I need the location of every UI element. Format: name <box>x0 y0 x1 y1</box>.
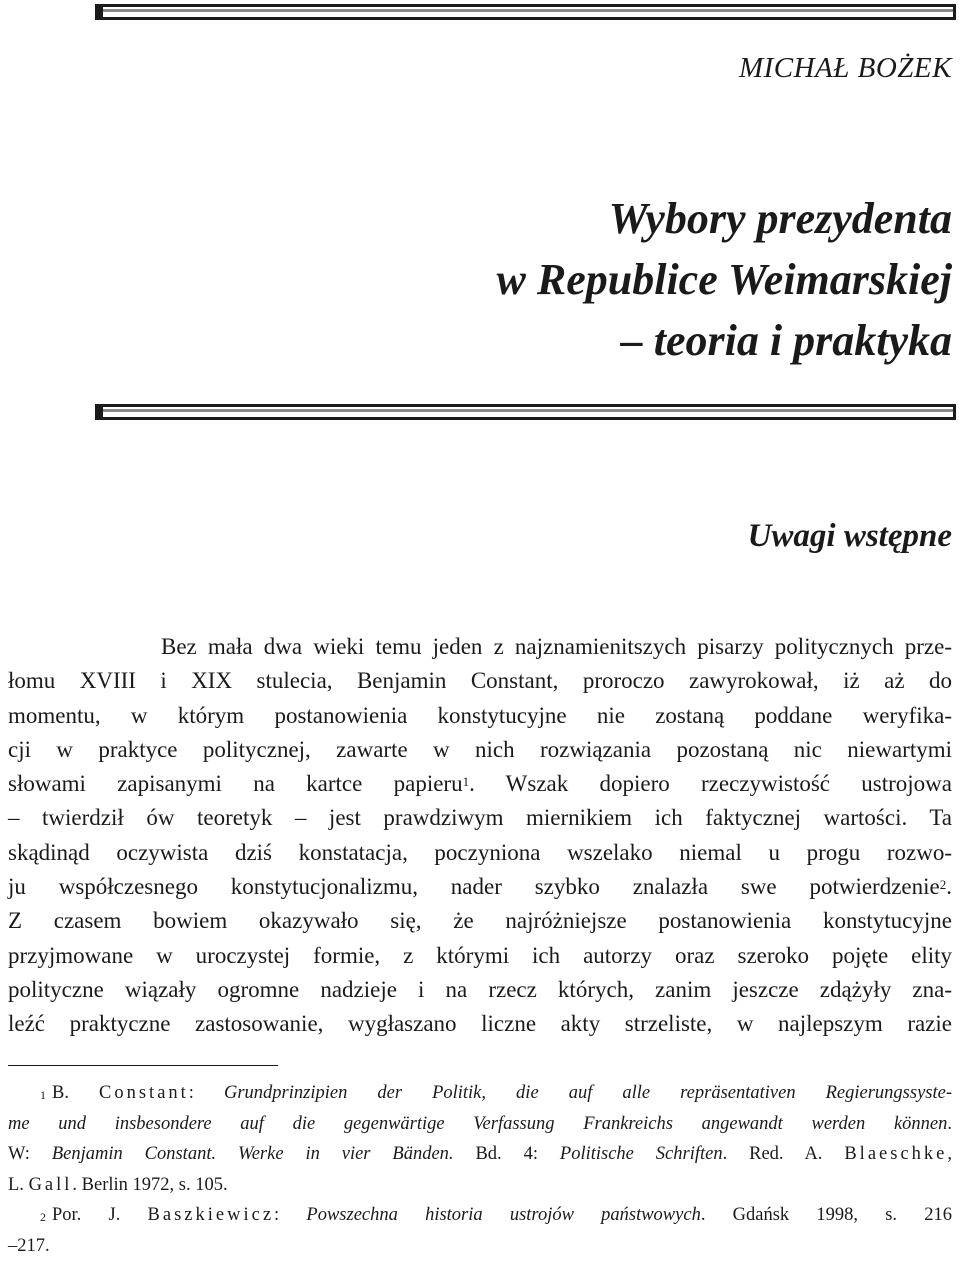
body-line <box>8 767 952 801</box>
article-title <box>72 188 952 371</box>
author-name: MICHAŁ BOŻEK <box>739 52 952 85</box>
footnote-text: W: <box>8 1144 52 1164</box>
footnote-text: Por. J. <box>52 1205 148 1225</box>
body-line: Z czasem bowiem okazywało się, że najróżniejsze postanowienia konstytucyjne <box>8 904 952 938</box>
footnote-mark: 1 <box>463 774 470 789</box>
body-line: momentu, w którym postanowienia konstytucyjne nie zostaną poddane weryfika- <box>8 699 952 733</box>
title-line: Wybory prezydenta <box>72 188 952 249</box>
footnote-text: . <box>947 1114 952 1134</box>
body-line-part: . <box>946 874 952 899</box>
body-line: leźć praktyczne zastosowanie, wygłaszano liczne akty strzeliste, w najlepszym razie <box>8 1007 952 1041</box>
body-line: Bez mała dwa wieki temu jeden z najznamienitszych pisarzy politycznych prze- <box>8 630 952 664</box>
cited-author: Gall <box>29 1175 73 1195</box>
body-line-part: słowami zapisanymi na kartce papieru <box>8 771 463 796</box>
footnote-number: 2 <box>40 1210 46 1224</box>
cited-title: Politische Schriften <box>560 1144 723 1164</box>
section-heading: Uwagi wstępne <box>748 518 952 555</box>
body-line: skądinąd oczywista dziś konstatacja, poczyniona wszelako niemal u progu rozwo- <box>8 836 952 870</box>
cited-title: Powszechna historia ustrojów państwowych <box>306 1205 700 1225</box>
body-line <box>8 870 952 904</box>
footnotes <box>8 1078 952 1261</box>
footnote-text: : <box>274 1205 306 1225</box>
cited-author: Constant <box>99 1083 189 1103</box>
footnote-separator <box>8 1065 278 1066</box>
footnote-1-line <box>8 1109 952 1140</box>
cited-author: Blaeschke <box>844 1144 947 1164</box>
footnote-text: , <box>947 1144 952 1164</box>
cited-title: me und insbesondere auf die gegenwärtige Verfassung Frankreichs angewandt werden können <box>8 1114 947 1134</box>
footnote-text: : <box>189 1083 224 1103</box>
body-line: przyjmowane w uroczystej formie, z którymi ich autorzy oraz szeroko pojęte elity <box>8 939 952 973</box>
body-line: – twierdził ów teoretyk – jest prawdziwym miernikiem ich faktycznej wartości. Ta <box>8 801 952 835</box>
footnote-1-line <box>8 1170 952 1201</box>
footnote-mark: 2 <box>940 877 947 892</box>
footnote-text: L. <box>8 1175 29 1195</box>
footnote-1-line <box>8 1078 952 1109</box>
footnote-text: . Berlin 1972, s. 105. <box>72 1175 227 1195</box>
footnote-2-line: –217. <box>8 1231 952 1261</box>
footnote-number: 1 <box>40 1088 46 1102</box>
body-line: cji w praktyce politycznej, zawarte w nich rozwiązania pozostaną nic niewartymi <box>8 733 952 767</box>
body-line-part: . Wszak dopiero rzeczywistość ustrojowa <box>469 771 952 796</box>
footnote-2-line <box>8 1200 952 1231</box>
cited-title: Benjamin Constant. Werke in vier Bänden. <box>52 1144 454 1164</box>
footnote-text: Bd. 4: <box>454 1144 560 1164</box>
footnote-text: . Red. A. <box>723 1144 845 1164</box>
title-line: – teoria i praktyka <box>72 310 952 371</box>
body-line: łomu XVIII i XIX stulecia, Benjamin Constant, proroczo zawyrokował, iż aż do <box>8 664 952 698</box>
body-line-part: ju współczesnego konstytucjonalizmu, nader szybko znalazła swe potwierdzenie <box>8 874 940 899</box>
cited-author: Baszkiewicz <box>148 1205 275 1225</box>
footnote-text: B. <box>52 1083 99 1103</box>
title-underline-bar <box>100 404 956 420</box>
top-decorative-bar <box>100 4 956 20</box>
body-text <box>8 630 952 1042</box>
title-line: w Republice Weimarskiej <box>72 249 952 310</box>
footnote-1-line <box>8 1139 952 1170</box>
body-line: polityczne wiązały ogromne nadzieje i na rzecz których, zanim jeszcze zdążyły zna- <box>8 973 952 1007</box>
cited-title: Grundprinzipien der Politik, die auf alle repräsentativen Regierungssyste- <box>224 1083 952 1103</box>
footnote-text: . Gdańsk 1998, s. 216 <box>701 1205 952 1225</box>
